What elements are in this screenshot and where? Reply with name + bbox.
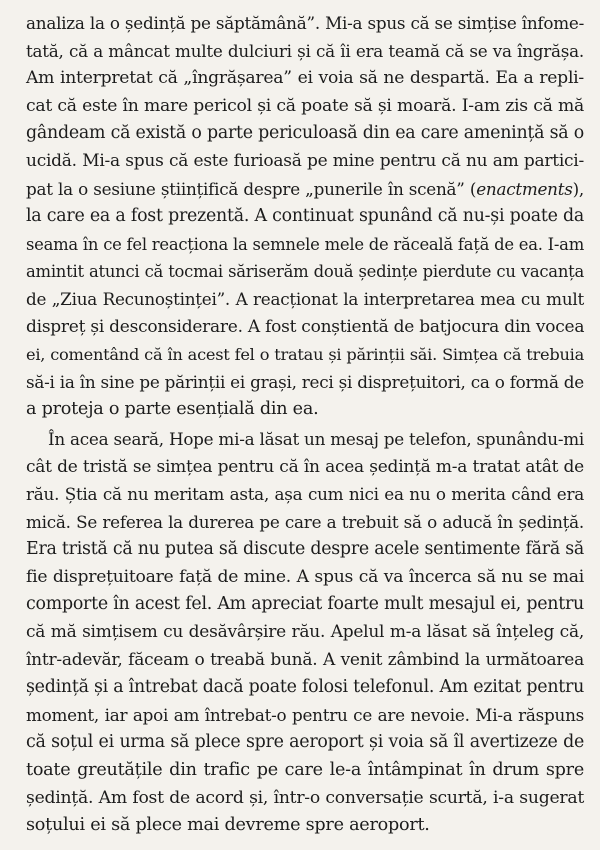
text-line: la care ea a fost prezentă. A continuat spunând că nu-și poate da — [26, 206, 584, 227]
text-line: rău. Știa că nu meritam asta, așa cum nici ea nu o merita când era — [26, 484, 584, 505]
text-line: într-adevăr, făceam o treabă bună. A venit zâmbind la următoarea — [26, 649, 584, 670]
text-line: moment, iar apoi am întrebat-o pentru ce are nevoie. Mi-a răspuns — [26, 704, 584, 725]
paragraph — [26, 10, 584, 424]
page-text — [26, 10, 584, 840]
text-line: ei, comentând că în acest fel o tratau și părinții săi. Simțea că trebuia — [26, 345, 584, 365]
text-line: În acea seară, Hope mi-a lăsat un mesaj pe telefon, spunându-mi — [48, 428, 585, 449]
text-line: că soțul ei urma să plece spre aeroport și voia să îl avertizeze de — [26, 732, 584, 753]
text-line: ucidă. Mi-a spus că este furioasă pe mine pentru că nu am partici- — [26, 150, 584, 171]
text-line: toate greutățile din trafic pe care le-a întâmpinat în drum spre — [26, 760, 584, 781]
text-line: gândeam că există o parte periculoasă din ea care amenință să o — [26, 123, 584, 144]
text-line: pat la o sesiune științifică despre „punerile în scenă” (enactments), — [26, 178, 584, 199]
text-line: de „Ziua Recunoștinței”. A reacționat la interpretarea mea cu mult — [26, 288, 584, 309]
text-line: comporte în acest fel. Am apreciat foarte mult mesajul ei, pentru — [26, 594, 584, 615]
text-line: fie disprețuitoare față de mine. A spus că va încerca să nu se mai — [26, 566, 584, 587]
text-line: amintit atunci că tocmai săriserăm două ședințe pierdute cu vacanța — [26, 262, 584, 282]
text-line: ședință. Am fost de acord și, într-o conversație scurtă, i-a sugerat — [26, 787, 584, 808]
text-line: că mă simțisem cu desăvârșire rău. Apelul m-a lăsat să înțeleg că, — [26, 622, 584, 643]
text-line: să-i ia în sine pe părinții ei grași, reci și disprețuitori, ca o formă de — [26, 371, 584, 392]
text-line: dispreț și desconsiderare. A fost conștientă de batjocura din vocea — [26, 316, 585, 337]
text-line: mică. Se referea la durerea pe care a trebuit să o aducă în ședință. — [26, 511, 584, 532]
text-line: tată, că a mâncat multe dulciuri și că îi era teamă că se va îngrășa. — [26, 40, 584, 61]
text-line: cat că este în mare pericol și că poate să și moară. I-am zis că mă — [26, 95, 584, 116]
text-line: soțului ei să plece mai devreme spre aeroport. — [26, 815, 430, 836]
paragraph — [26, 426, 584, 840]
text-line: seama în ce fel reacționa la semnele mele de răceală față de ea. I-am — [26, 234, 584, 254]
italic-term: enactments — [476, 178, 573, 199]
text-line: a proteja o parte esențială din ea. — [26, 399, 319, 420]
text-line: ședință și a întrebat dacă poate folosi telefonul. Am ezitat pentru — [26, 677, 585, 698]
text-line: cât de tristă se simțea pentru că în acea ședință m-a tratat atât de — [26, 456, 584, 477]
text-line: Era tristă că nu putea să discute despre acele sentimente fără să — [26, 539, 585, 560]
text-line: Am interpretat că „îngrășarea” ei voia să ne despartă. Ea a repli- — [26, 68, 584, 89]
text-line: analiza la o ședință pe săptămână”. Mi-a spus că se simțise înfome- — [26, 13, 584, 33]
